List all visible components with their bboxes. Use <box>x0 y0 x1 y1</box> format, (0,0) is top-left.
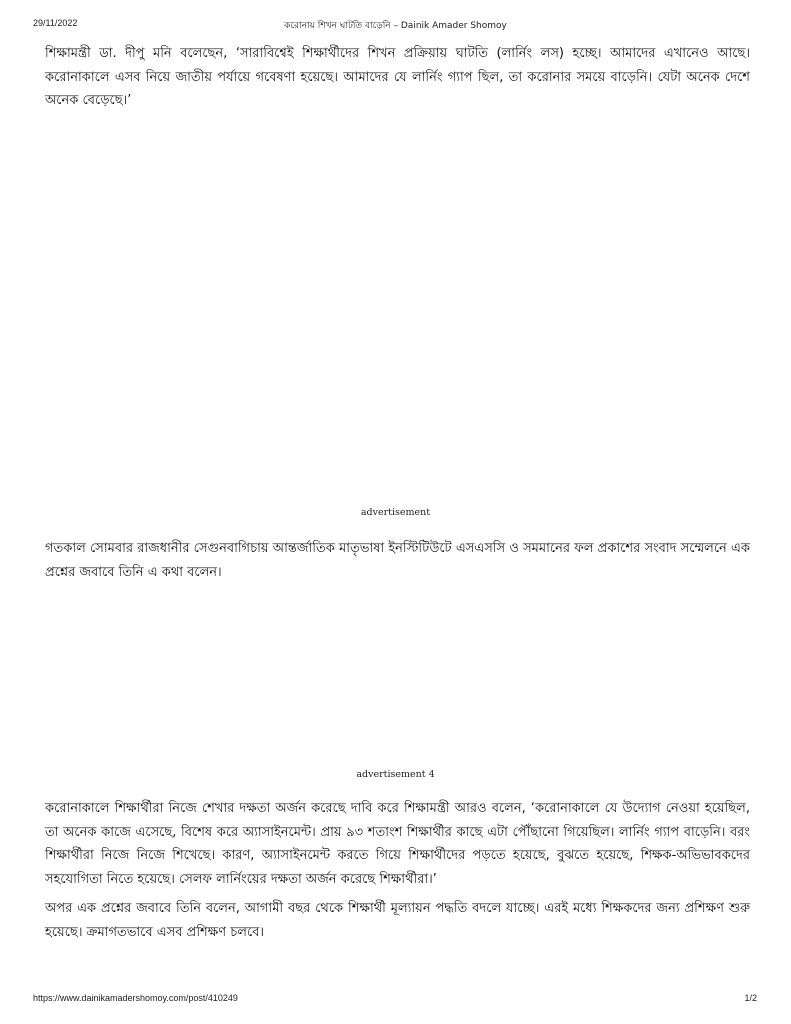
page-number: 1/2 <box>744 993 757 1003</box>
source-url[interactable]: https://www.dainikamadershomoy.com/post/410249 <box>33 993 238 1003</box>
article-paragraph-4: অপর এক প্রশ্নের জবাবে তিনি বলেন, আগামী বছর থেকে শিক্ষার্থী মূল্যায়ন পদ্ধতি বদলে যাচ্ছে। এরই মধ্যে শিক্ষকদের জন্য প্রশিক্ষণ শুরু হয়েছে। ক্রমাগতভাবে এসব প্রশিক্ষণ চলবে। <box>45 901 750 940</box>
advertisement-label: advertisement <box>360 507 431 518</box>
article-paragraph-3: করোনাকালে শিক্ষার্থীরা নিজে শেখার দক্ষতা অর্জন করেছে দাবি করে শিক্ষামন্ত্রী আরও বলেন, ‘করোনাকালে যে উদ্যোগ নেওয়া হয়েছিল, তা অনেক কাজে এসেছে, বিশেষ করে অ্যাসাইনমেন্ট। প্রায় ৯৩ শতাংশ শিক্ষার্থীর কাছে এটা পৌঁছানো গিয়েছিল। লার্নিং গ্যাপ বাড়েনি। বরং শিক্ষার্থীরা নিজে নিজে শিখেছে। কারণ, অ্যাসাইনমেন্ট করতে গিয়ে শিক্ষার্থীদের পড়তে হয়েছে, বুঝতে হয়েছে, শিক্ষক-অভিভাবকদের সহযোগিতা নিতে হয়েছে। সেলফ লার্নিংয়ের দক্ষতা অর্জন করেছে শিক্ষার্থীরা।’ <box>45 801 750 887</box>
article-paragraph-2: গতকাল সোমবার রাজধানীর সেগুনবাগিচায় আন্তর্জাতিক মাতৃভাষা ইনস্টিটিউটে এসএসসি ও সমমানের ফল প্রকাশের সংবাদ সম্মেলনে এক প্রশ্নের জবাবে তিনি এ কথা বলেন। <box>45 541 750 580</box>
advertisement-label-4: advertisement 4 <box>356 769 435 780</box>
article-paragraph-1: শিক্ষামন্ত্রী ডা. দীপু মনি বলেছেন, ‘সারাবিশ্বেই শিক্ষার্থীদের শিখন প্রক্রিয়ায় ঘাটতি (লার্নিং লস) হচ্ছে। আমাদের এখানেও আছে। করোনাকালে এসব নিয়ে জাতীয় পর্যায়ে গবেষণা হয়েছে। আমাদের যে লার্নিং গ্যাপ ছিল, তা করোনার সময়ে বাড়েনি। যেটা অনেক দেশে অনেক বেড়েছে।’ <box>45 46 750 108</box>
page-title: করোনায় শিখন ঘাটতি বাড়েনি – Dainik Amader Shomoy <box>284 21 507 31</box>
print-date: 29/11/2022 <box>33 18 78 28</box>
